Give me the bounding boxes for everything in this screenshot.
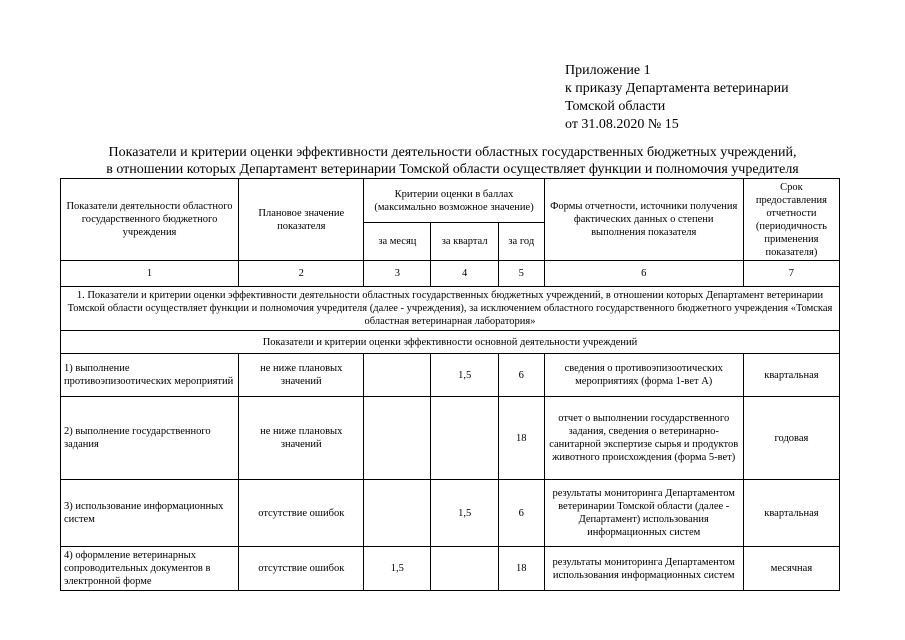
month-cell (364, 354, 431, 397)
month-cell (364, 397, 431, 480)
col-number: 7 (743, 261, 839, 287)
year-cell: 18 (499, 397, 545, 480)
source-cell: сведения о противоэпизоотических мероприятиях (форма 1-вет А) (544, 354, 743, 397)
header-per-quarter: за квартал (431, 223, 499, 261)
header-term: Срок предоставления отчетности (периодичность применения показателя) (743, 179, 839, 261)
indicator-cell: 4) оформление ветеринарных сопроводительных документов в электронной форме (61, 547, 239, 591)
term-cell: квартальная (743, 354, 839, 397)
term-cell: месячная (743, 547, 839, 591)
month-cell: 1,5 (364, 547, 431, 591)
indicator-cell: 3) использование информационных систем (61, 480, 239, 547)
planned-cell: не ниже плановых значений (239, 397, 364, 480)
planned-cell: отсутствие ошибок (239, 547, 364, 591)
subsection-row (61, 331, 840, 354)
term-cell: годовая (743, 397, 839, 480)
planned-cell: отсутствие ошибок (239, 480, 364, 547)
col-number: 6 (544, 261, 743, 287)
source-cell: результаты мониторинга Департаментом ветеринарии Томской области (далее - Департамент) использования информационных систем (544, 480, 743, 547)
year-cell: 18 (499, 547, 545, 591)
col-number: 4 (431, 261, 499, 287)
indicator-cell: 2) выполнение государственного задания (61, 397, 239, 480)
table-row (61, 354, 840, 397)
appendix-line: к приказу Департамента ветеринарии (565, 81, 789, 96)
col-number: 5 (499, 261, 545, 287)
table-row (61, 547, 840, 591)
header-per-year: за год (499, 223, 545, 261)
appendix-header (565, 62, 789, 134)
header-indicators: Показатели деятельности областного государственного бюджетного учреждения (61, 179, 239, 261)
subsection-title: Показатели и критерии оценки эффективности основной деятельности учреждений (61, 331, 840, 354)
planned-cell: не ниже плановых значений (239, 354, 364, 397)
title-line: Показатели и критерии оценки эффективности деятельности областных государственных бюджетных учреждений, (108, 145, 797, 160)
quarter-cell: 1,5 (431, 354, 499, 397)
col-number: 1 (61, 261, 239, 287)
quarter-cell (431, 547, 499, 591)
section1-title: 1. Показатели и критерии оценки эффективности деятельности областных государственных бюджетных учреждений, в отношении которых Департамент ветеринарии Томской области осуществляет функции и полномочия учредителя (далее - учреждения), за исключением областного государственного бюджетного учреждения «Томская областная ветеринарная лаборатория» (61, 287, 840, 331)
header-forms: Формы отчетности, источники получения фактических данных о степени выполнения показателя (544, 179, 743, 261)
section-row (61, 287, 840, 331)
year-cell: 6 (499, 354, 545, 397)
appendix-line: Приложение 1 (565, 63, 651, 78)
source-cell: результаты мониторинга Департаментом использования информационных систем (544, 547, 743, 591)
term-cell: квартальная (743, 480, 839, 547)
column-numbers-row (61, 261, 840, 287)
appendix-date-line: от 31.08.2020 № 15 (565, 117, 679, 132)
year-cell: 6 (499, 480, 545, 547)
indicator-cell: 1) выполнение противоэпизоотических мероприятий (61, 354, 239, 397)
table-row (61, 480, 840, 547)
source-cell: отчет о выполнении государственного задания, сведения о ветеринарно-санитарной экспертизе сырья и продуктов животного происхождения (форма 5-вет) (544, 397, 743, 480)
month-cell (364, 480, 431, 547)
criteria-table (60, 178, 840, 591)
document-title (0, 144, 905, 178)
appendix-line: Томской области (565, 99, 666, 114)
header-criteria: Критерии оценки в баллах (максимально возможное значение) (364, 179, 544, 223)
table-row (61, 397, 840, 480)
col-number: 2 (239, 261, 364, 287)
col-number: 3 (364, 261, 431, 287)
title-line: в отношении которых Департамент ветеринарии Томской области осуществляет функции и полномочия учредителя (106, 162, 799, 177)
header-planned: Плановое значение показателя (239, 179, 364, 261)
header-row (61, 179, 840, 223)
quarter-cell (431, 397, 499, 480)
header-per-month: за месяц (364, 223, 431, 261)
quarter-cell: 1,5 (431, 480, 499, 547)
